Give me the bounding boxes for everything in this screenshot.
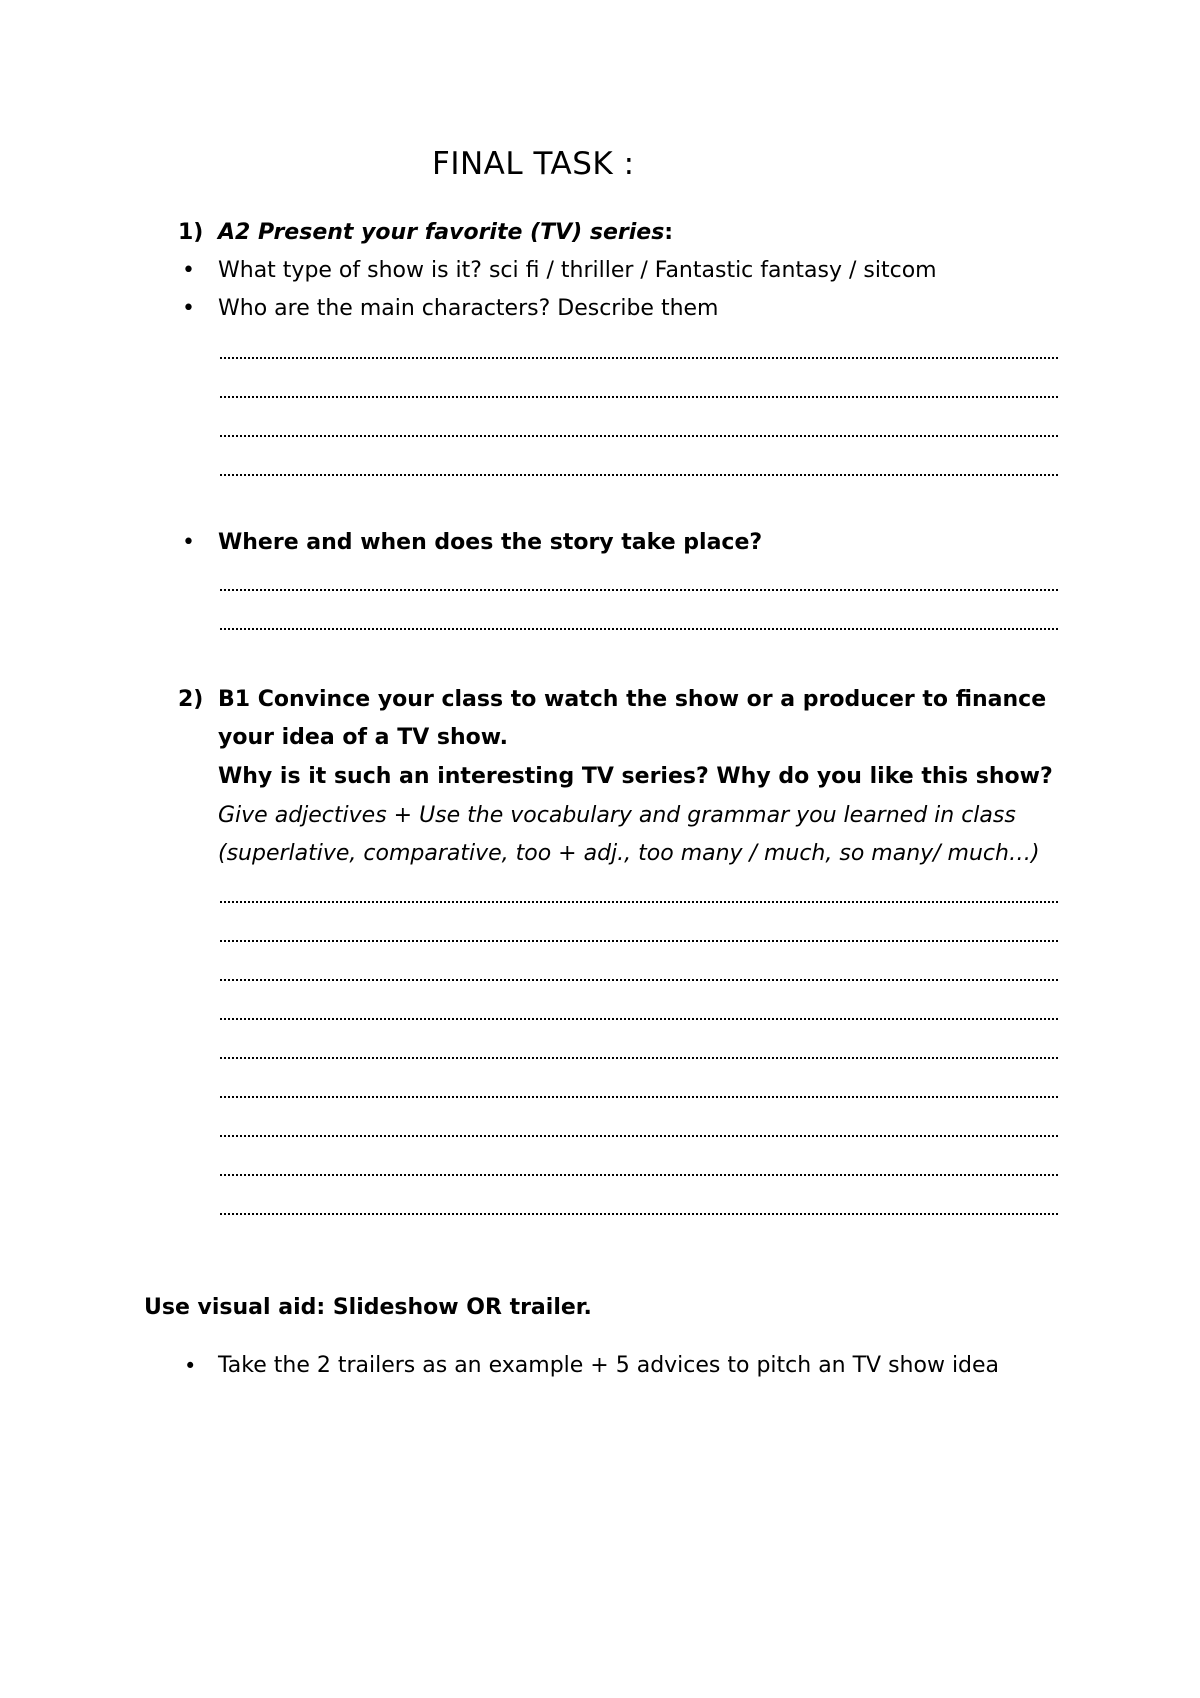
bullet-marker: •	[184, 1354, 197, 1378]
answer-line[interactable]	[220, 474, 1058, 476]
answer-line[interactable]	[220, 1096, 1058, 1098]
section-1-heading-colon: :	[664, 220, 674, 245]
bullet-marker: •	[182, 258, 195, 283]
bullet-main-characters: Who are the main characters? Describe them	[218, 296, 719, 321]
section-1-heading-text: Present your favorite (TV) series	[250, 220, 665, 245]
answer-line[interactable]	[220, 1018, 1058, 1020]
section-1-number: 1)	[178, 220, 204, 245]
answer-line[interactable]	[220, 1057, 1058, 1059]
section-2-line-3: Why is it such an interesting TV series? Why do you like this show?	[218, 764, 1053, 789]
visual-aid-bullet: Take the 2 trailers as an example + 5 advices to pitch an TV show idea	[218, 1353, 1000, 1378]
section-2-line-2: your idea of a TV show.	[218, 725, 509, 750]
page-title: FINAL TASK :	[432, 146, 635, 182]
section-1-level: A2	[218, 220, 251, 245]
section-2-line-1: B1 Convince your class to watch the show or a producer to finance	[218, 687, 1047, 712]
bullet-show-type: What type of show is it? sci fi / thriller / Fantastic fantasy / sitcom	[218, 258, 937, 283]
answer-line[interactable]	[220, 940, 1058, 942]
bullet-marker: •	[182, 530, 195, 555]
answer-line[interactable]	[220, 1174, 1058, 1176]
section-2-line-4: Give adjectives + Use the vocabulary and grammar you learned in class	[218, 803, 1016, 828]
visual-aid-label: Use visual aid: Slideshow OR trailer.	[144, 1295, 592, 1320]
answer-line[interactable]	[220, 1213, 1058, 1215]
answer-line[interactable]	[220, 979, 1058, 981]
answer-line[interactable]	[220, 1135, 1058, 1137]
answer-line[interactable]	[220, 357, 1058, 359]
answer-line[interactable]	[220, 396, 1058, 398]
question-where-when: Where and when does the story take place?	[218, 530, 763, 555]
bullet-marker: •	[182, 296, 195, 321]
section-2-line-5: (superlative, comparative, too + adj., too many / much, so many/ much…)	[218, 841, 1040, 866]
answer-line[interactable]	[220, 589, 1058, 591]
section-2-number: 2)	[178, 687, 204, 712]
answer-line[interactable]	[220, 628, 1058, 630]
section-1-heading	[218, 218, 673, 248]
answer-line[interactable]	[220, 901, 1058, 903]
answer-line[interactable]	[220, 435, 1058, 437]
